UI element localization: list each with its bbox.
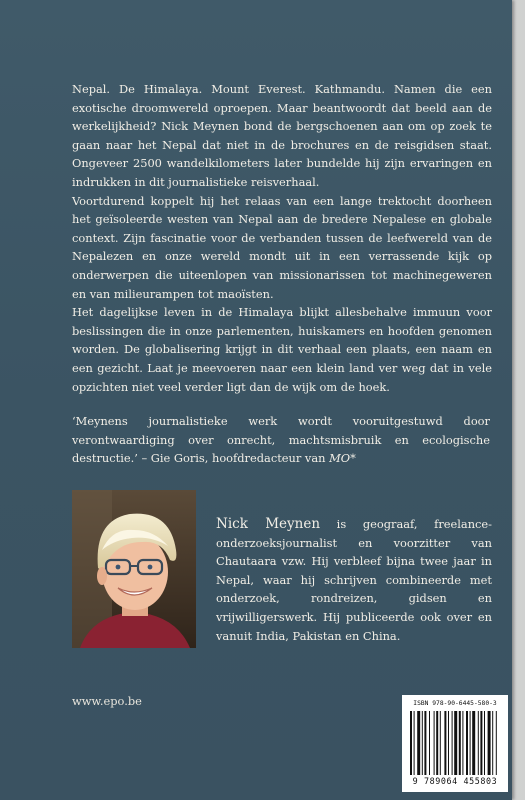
author-bio (216, 515, 492, 645)
barcode-label (402, 695, 508, 792)
blurb-paragraph-1: Nepal. De Himalaya. Mount Everest. Kathmandu. Namen die een exotische droomwereld oproepen. Maar beantwoordt dat beeld aan de werkelijkheid? Nick Meynen bond de bergschoenen aan om op zoek te gaan naar het Nepal dat niet in de brochures en de reisgidsen staat. Ongeveer 2500 wandelkilometers later bundelde hij zijn ervaringen en indrukken in dit journalistieke reisverhaal. (72, 82, 492, 189)
author-bio-text: is geograaf, freelance-onderzoeksjournalist en voorzitter van Chautaara vzw. Hij verbleef bijna twee jaar in Nepal, waar hij schrijven combineerde met onderzoek, rondreizen, gidsen en vrijwilligerswerk. Hij publiceerde ook over en vanuit India, Pakistan en China. (216, 517, 492, 643)
quote-text: ‘Meynens journalistieke werk wordt vooruitgestuwd door verontwaardiging over onrecht, machtsmisbruik en ecologische destructie.’ – Gie Goris, hoofdredacteur van (72, 414, 490, 466)
quote-mark: * (350, 451, 356, 466)
blurb-paragraph-2: Voortdurend koppelt hij het relaas van een lange trektocht doorheen het geïsoleerde westen van Nepal aan de bredere Nepalese en globale context. Zijn fascinatie voor de verbanden tussen de leefwereld van de Nepalezen en onze wereld mondt uit in een verrassende kijk op onderwerpen die uiteenlopen van missionarissen tot machinegeweren en van milieurampen tot maoïsten. (72, 193, 492, 301)
author-name: Nick Meynen (216, 516, 321, 532)
isbn-text: ISBN 978-90-6445-580-3 (413, 700, 497, 707)
author-photo (72, 490, 196, 648)
review-quote (72, 412, 490, 468)
barcode-icon (410, 711, 500, 775)
publisher-website: www.epo.be (72, 694, 142, 708)
blurb-text (72, 80, 492, 396)
barcode-digits: 9 789064 455803 (412, 776, 498, 786)
blurb-paragraph-3: Het dagelijkse leven in de Himalaya blijkt allesbehalve immuun voor beslissingen die in onze parlementen, huiskamers en hoofden genomen worden. De globalisering krijgt in dit verhaal een plaats, een naam en een gezicht. Laat je meevoeren naar een klein land ver weg dat in vele opzichten niet veel verder ligt dan de wijk om de hoek. (72, 305, 492, 394)
quote-magazine: MO (329, 451, 351, 466)
author-portrait-illustration (72, 490, 196, 648)
